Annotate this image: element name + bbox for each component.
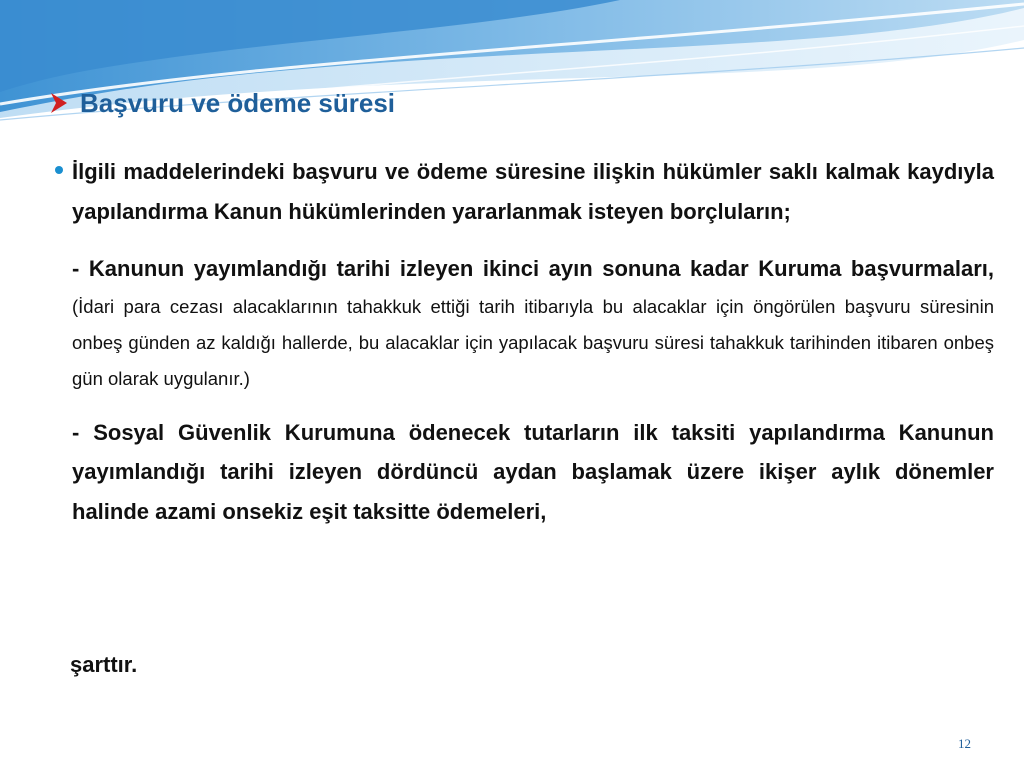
condition-item-2: - Sosyal Güvenlik Kurumuna ödenecek tutarların ilk taksiti yapılandırma Kanunun yayımlandığı tarihi izleyen dördüncü aydan başlamak üzere ikişer aylık dönemler halinde azami onsekiz eşit taksitte ödemeleri, [72, 419, 994, 524]
slide-body [72, 152, 994, 531]
page-number: 12 [958, 736, 971, 751]
condition-item-1-lead: - Kanunun yayımlandığı tarihi izleyen ikinci ayın sonuna kadar Kuruma başvurmaları, [72, 256, 994, 281]
bullet-dot-icon [55, 166, 63, 174]
bullet-item [72, 152, 994, 231]
condition-item-1-note: (İdari para cezası alacaklarının tahakkuk ettiği tarih itibarıyla bu alacaklar için öngörülen başvuru süresinin onbeş günden az kaldığı hallerde, bu alacaklar için yapılacak başvuru süresi tahakkuk tarihinden itibaren onbeş gün olarak uygulanır.) [72, 295, 994, 389]
condition-item-1 [72, 249, 994, 397]
header-wave-decoration [0, 0, 1024, 140]
bullet-text: İlgili maddelerindeki başvuru ve ödeme süresine ilişkin hükümler saklı kalmak kaydıyla yapılandırma Kanun hükümlerinden yararlanmak isteyen borçluların; [72, 159, 994, 224]
slide-title: Başvuru ve ödeme süresi [80, 88, 396, 118]
closing-text: şarttır. [70, 652, 138, 677]
title-row [50, 88, 395, 118]
arrowhead-icon [50, 92, 68, 114]
